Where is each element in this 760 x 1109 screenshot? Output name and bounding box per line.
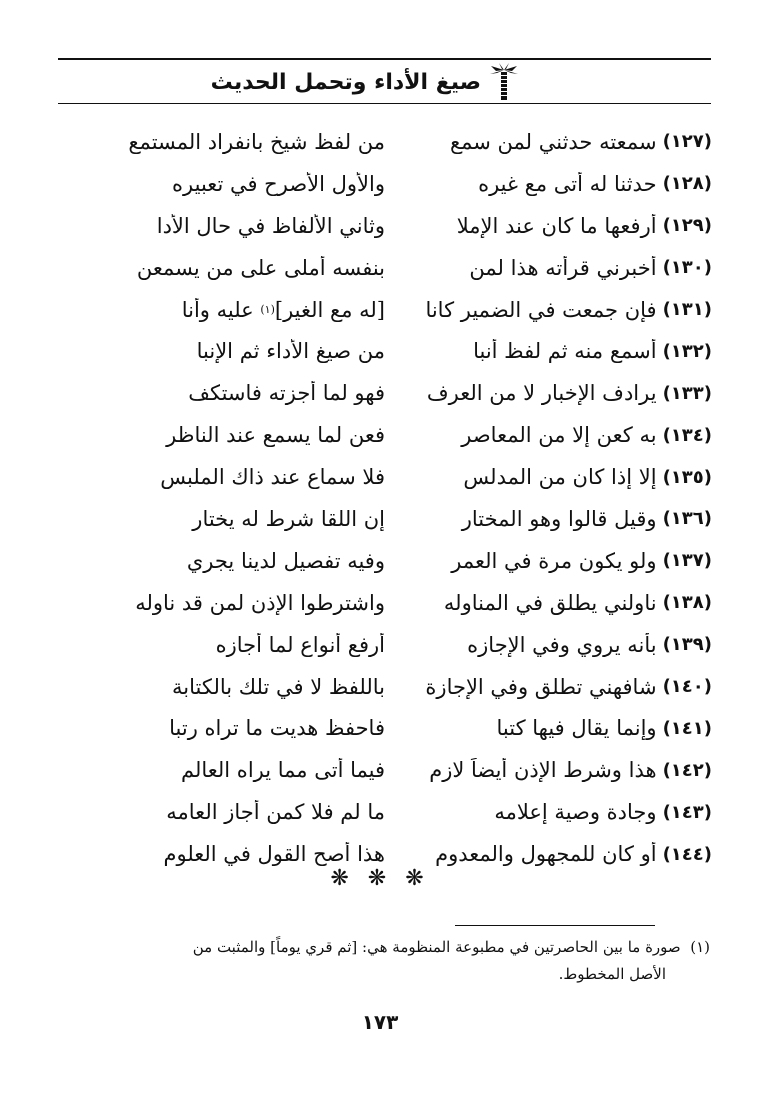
- verse-second-hemistich: [58, 549, 385, 573]
- verse-number: (١٣١): [662, 299, 712, 320]
- verse-ajuz-text: بنفسه أملى على من يسمعن: [136, 255, 385, 280]
- verse-row: [58, 582, 712, 624]
- verse-first-hemistich: [385, 591, 712, 615]
- verse-first-hemistich: [385, 339, 712, 363]
- verse-second-hemistich: [58, 800, 385, 824]
- verse-second-hemistich: [58, 633, 385, 657]
- verse-ajuz-text: فعن لما يسمع عند الناظر: [166, 423, 385, 448]
- verse-ajuz-text: وثاني الألفاظ في حال الأدا: [156, 213, 385, 238]
- verse-second-hemistich: [58, 172, 385, 196]
- verse-first-hemistich: [385, 675, 712, 699]
- footnote-marker: (١): [690, 938, 710, 956]
- verse-first-hemistich: [385, 758, 712, 782]
- verse-number: (١٢٩): [662, 215, 712, 237]
- verse-first-hemistich: [385, 465, 712, 489]
- verse-number: (١٣٤): [662, 424, 712, 446]
- verse-ajuz-text: فلا سماع عند ذاك الملبس: [160, 465, 385, 490]
- header-top-rule: [58, 58, 711, 60]
- verse-sadr-text: سمعته حدثني لمن سمع: [449, 129, 657, 154]
- verse-ajuz-text: أرفع أنواع لما أجازه: [215, 632, 385, 657]
- verse-row: [58, 749, 712, 791]
- verse-first-hemistich: [385, 549, 712, 573]
- verse-row: [58, 456, 712, 498]
- verse-row: [58, 163, 712, 205]
- verse-ajuz-text: فهو لما أجزته فاستكف: [188, 381, 385, 406]
- verse-sadr-text: حدثنا له أتى مع غيره: [478, 171, 657, 196]
- verse-number: (١٣٥): [662, 466, 712, 488]
- verse-sadr-text: هذا وشرط الإذن أيضاً لازم: [429, 758, 657, 783]
- verse-sadr-text: شافهني تطلق وفي الإجازة: [425, 674, 657, 699]
- verse-first-hemistich: [385, 172, 712, 196]
- verse-first-hemistich: [385, 130, 712, 154]
- verse-ajuz-text: هذا أصح القول في العلوم: [163, 842, 385, 867]
- verse-second-hemistich: [58, 339, 385, 363]
- verse-second-hemistich: [58, 465, 385, 489]
- verse-second-hemistich: [58, 381, 385, 405]
- verse-sadr-text: أسمع منه ثم لفظ أنبا: [473, 339, 657, 364]
- verse-ajuz-text: من صيغ الأداء ثم الإنبا: [196, 339, 385, 364]
- footnote-rule: [455, 925, 655, 926]
- verse-ajuz-text: باللفظ لا في تلك بالكتابة: [172, 674, 385, 699]
- verse-sadr-text: أخبرني قرأته هذا لمن: [469, 255, 657, 280]
- verse-second-hemistich: [58, 507, 385, 531]
- verse-number: (١٢٨): [662, 173, 712, 195]
- verse-first-hemistich: [385, 256, 712, 280]
- verse-number: (١٤٢): [662, 759, 712, 781]
- verse-number: (١٤٣): [662, 801, 712, 823]
- verse-row: [58, 791, 712, 833]
- verse-number: (١٤٤): [662, 843, 712, 865]
- verse-sadr-text: يرادف الإخبار لا من العرف: [426, 381, 657, 406]
- verse-ajuz-text: والأول الأصرح في تعبيره: [172, 171, 385, 196]
- verse-sadr-text: وجادة وصية إعلامه: [494, 800, 657, 825]
- page-number: ١٧٣: [361, 1010, 399, 1034]
- verse-row: [58, 666, 712, 708]
- verse-first-hemistich: [385, 800, 712, 824]
- verse-second-hemistich: [58, 716, 385, 740]
- footnote-line-1: [58, 934, 710, 961]
- footnote: [58, 934, 710, 988]
- verse-first-hemistich: [385, 716, 712, 740]
- verse-ajuz-text: فيما أتى مما يراه العالم: [181, 758, 385, 783]
- verse-row: [58, 707, 712, 749]
- header-bottom-rule: [58, 103, 711, 104]
- poem-verses: [58, 121, 712, 867]
- verse-number: (١٣٧): [662, 550, 712, 572]
- palm-tree-icon: [487, 62, 521, 102]
- verse-number: (١٤١): [662, 717, 712, 739]
- verse-number: (١٣٢): [662, 340, 712, 362]
- verse-second-hemistich: [58, 130, 385, 154]
- verse-ajuz-text: وفيه تفصيل لدينا يجري: [186, 548, 385, 573]
- verse-sadr-text: أو كان للمجهول والمعدوم: [435, 842, 657, 867]
- verse-row: [58, 372, 712, 414]
- page-header: [58, 62, 711, 102]
- verse-ajuz-tail: عليه وأنا: [181, 297, 254, 322]
- verse-second-hemistich: [58, 842, 385, 866]
- verse-ajuz-text: فاحفظ هديت ما تراه رتبا: [169, 716, 385, 741]
- verse-first-hemistich: [385, 381, 712, 405]
- verse-number: (١٤٠): [662, 676, 712, 698]
- verse-sadr-text: إلا إذا كان من المدلس: [463, 465, 657, 490]
- verse-sadr-text: بأنه يروي وفي الإجازه: [467, 632, 657, 657]
- verse-row: [58, 540, 712, 582]
- verse-first-hemistich: [385, 633, 712, 657]
- verse-row: [58, 624, 712, 666]
- verse-first-hemistich: [385, 507, 712, 531]
- verse-second-hemistich: [58, 256, 385, 280]
- verse-ajuz-text: ما لم فلا كمن أجاز العامه: [166, 800, 385, 825]
- footnote-line-2: الأصل المخطوط.: [558, 965, 666, 983]
- verse-number: (١٣٩): [662, 634, 712, 656]
- verse-second-hemistich: [58, 214, 385, 238]
- verse-sadr-text: وإنما يقال فيها كتبا: [496, 716, 657, 741]
- section-end-ornament: ❋ ❋ ❋: [330, 866, 430, 891]
- verse-sadr-text: به كعن إلا من المعاصر: [461, 423, 657, 448]
- verse-number: (١٣٦): [662, 508, 712, 530]
- verse-second-hemistich: [58, 423, 385, 447]
- verse-number: (١٣٠): [662, 257, 712, 279]
- verse-row: [58, 205, 712, 247]
- footnote-text: صورة ما بين الحاصرتين في مطبوعة المنظومة هي: [ثم قري يوماً] والمثبت من: [192, 938, 681, 956]
- verse-second-hemistich: [58, 298, 385, 322]
- verse-sadr-text: ولو يكون مرة في العمر: [451, 548, 657, 573]
- verse-row: [58, 289, 712, 331]
- verse-sadr-text: أرفعها ما كان عند الإملا: [456, 213, 657, 238]
- verse-row: [58, 121, 712, 163]
- verse-first-hemistich: [385, 423, 712, 447]
- verse-ajuz-text: واشترطوا الإذن لمن قد ناوله: [135, 590, 385, 615]
- verse-row: [58, 247, 712, 289]
- verse-row: [58, 498, 712, 540]
- verse-number: (١٣٨): [662, 592, 712, 614]
- verse-number: (١٢٧): [662, 131, 712, 153]
- footnote-reference: (١): [260, 303, 275, 316]
- verse-row: [58, 330, 712, 372]
- verse-ajuz-text: من لفظ شيخ بانفراد المستمع: [128, 129, 385, 154]
- verse-sadr-text: وقيل قالوا وهو المختار: [461, 506, 657, 531]
- verse-second-hemistich: [58, 591, 385, 615]
- verse-first-hemistich: [385, 214, 712, 238]
- page-title: صيغ الأداء وتحمل الحديث: [210, 69, 481, 95]
- verse-ajuz-text: إن اللقا شرط له يختار: [192, 506, 385, 531]
- verse-first-hemistich: [385, 298, 712, 322]
- verse-sadr-text: ناولني يطلق في المناوله: [443, 590, 657, 615]
- verse-second-hemistich: [58, 675, 385, 699]
- verse-first-hemistich: [385, 842, 712, 866]
- verse-ajuz-text: [له مع الغير]: [274, 297, 385, 322]
- verse-row: [58, 414, 712, 456]
- verse-number: (١٣٣): [662, 382, 712, 404]
- verse-second-hemistich: [58, 758, 385, 782]
- verse-sadr-text: فإن جمعت في الضمير كانا: [425, 297, 657, 322]
